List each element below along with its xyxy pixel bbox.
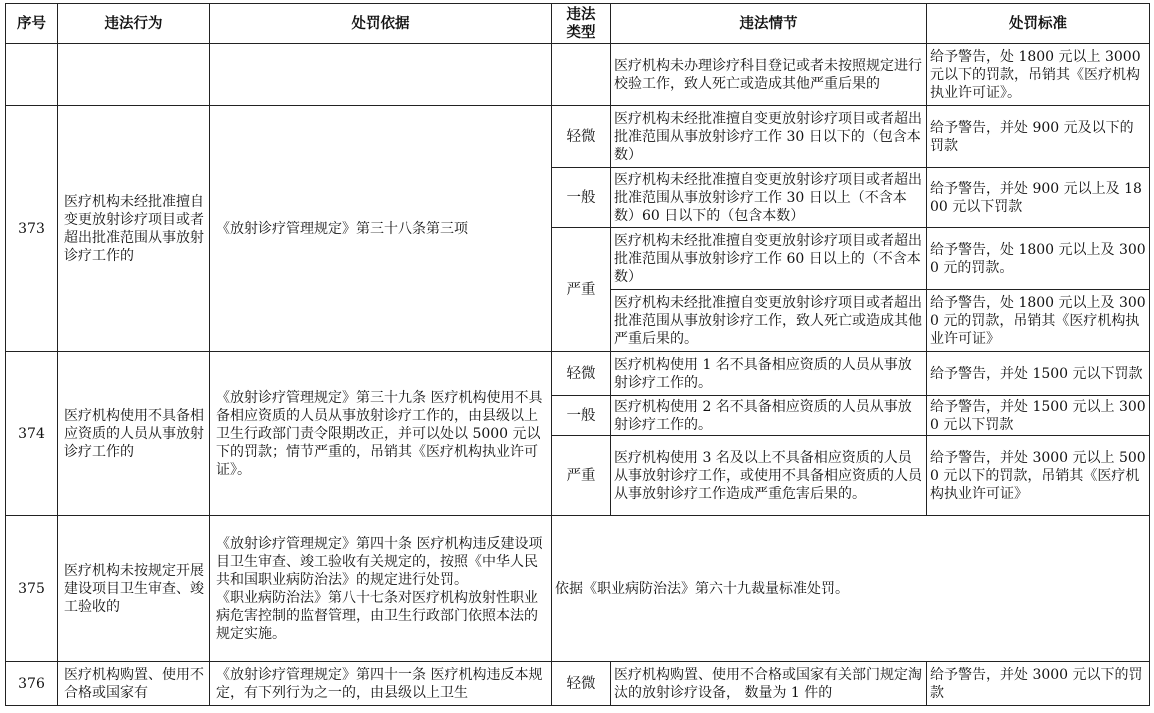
cell-standard: 给予警告，并处 3000 元以上 5000 元以下的罚款，吊销其《医疗机构执业许可证》 — [927, 436, 1150, 516]
cell-merged-standard: 依据《职业病防治法》第六十九裁量标准处罚。 — [552, 516, 1150, 662]
cell-no: 376 — [6, 662, 58, 706]
cell-act: 医疗机构使用不具备相应资质的人员从事放射诊疗工作的 — [58, 352, 210, 516]
header-basis: 处罚依据 — [210, 4, 552, 44]
table-row — [6, 44, 1150, 106]
cell-circumstance: 医疗机构未经批准擅自变更放射诊疗项目或者超出批准范围从事放射诊疗工作，致人死亡或造成其他严重后果的。 — [611, 290, 927, 352]
header-row — [6, 4, 1150, 44]
basis-paragraph: 《放射诊疗管理规定》第四十条 医疗机构违反建设项目卫生审查、竣工验收有关规定的，按照《中华人民共和国职业病防治法》的规定进行处罚。 — [216, 535, 543, 588]
penalty-table — [5, 3, 1150, 706]
cell-act: 医疗机构未按规定开展建设项目卫生审查、竣工验收的 — [58, 516, 210, 662]
cell-circumstance: 医疗机构未经批准擅自变更放射诊疗项目或者超出批准范围从事放射诊疗工作 30 日以下的（包含本数） — [611, 106, 927, 168]
table-row — [6, 662, 1150, 706]
header-standard: 处罚标准 — [927, 4, 1150, 44]
header-no: 序号 — [6, 4, 58, 44]
cell-circumstance: 医疗机构使用 1 名不具备相应资质的人员从事放射诊疗工作的。 — [611, 352, 927, 396]
cell-type: 一般 — [552, 168, 611, 228]
cell-basis: 《放射诊疗管理规定》第三十九条 医疗机构使用不具备相应资质的人员从事放射诊疗工作的，由县级以上卫生行政部门责令限期改正，并可以处以 5000 元以下的罚款；情节严重的，吊销其《医疗机构执业许可证》。 — [210, 352, 552, 516]
cell-circumstance: 医疗机构未办理诊疗科目登记或者未按照规定进行校验工作，致人死亡或造成其他严重后果的 — [611, 44, 927, 106]
cell-basis — [210, 516, 552, 662]
cell-standard: 给予警告，并处 1500 元以下罚款 — [927, 352, 1150, 396]
cell-standard: 给予警告，处 1800 元以上及 3000 元的罚款，吊销其《医疗机构执业许可证》 — [927, 290, 1150, 352]
cell-standard: 给予警告，并处 3000 元以下的罚款 — [927, 662, 1150, 706]
cell-type: 严重 — [552, 228, 611, 352]
cell-no — [6, 44, 58, 106]
cell-circumstance: 医疗机构使用 2 名不具备相应资质的人员从事放射诊疗工作的。 — [611, 396, 927, 436]
cell-no: 375 — [6, 516, 58, 662]
cell-basis: 《放射诊疗管理规定》第四十一条 医疗机构违反本规定，有下列行为之一的，由县级以上卫生 — [210, 662, 552, 706]
cell-type: 严重 — [552, 436, 611, 516]
cell-act — [58, 44, 210, 106]
cell-standard: 给予警告，并处 900 元以上及 1800 元以下罚款 — [927, 168, 1150, 228]
cell-type: 轻微 — [552, 662, 611, 706]
cell-type: 一般 — [552, 396, 611, 436]
cell-circumstance: 医疗机构购置、使用不合格或国家有关部门规定淘汰的放射诊疗设备， 数量为 1 件的 — [611, 662, 927, 706]
table-row — [6, 106, 1150, 168]
cell-standard: 给予警告，并处 900 元及以下的罚款 — [927, 106, 1150, 168]
header-type: 违法 类型 — [552, 4, 611, 44]
cell-basis — [210, 44, 552, 106]
cell-circumstance: 医疗机构未经批准擅自变更放射诊疗项目或者超出批准范围从事放射诊疗工作 30 日以上（不含本数）60 日以下的（包含本数） — [611, 168, 927, 228]
table-row — [6, 352, 1150, 396]
header-circumstance: 违法情节 — [611, 4, 927, 44]
cell-no: 374 — [6, 352, 58, 516]
cell-act: 医疗机构未经批准擅自变更放射诊疗项目或者超出批准范围从事放射诊疗工作的 — [58, 106, 210, 352]
cell-no: 373 — [6, 106, 58, 352]
basis-paragraph: 《职业病防治法》第八十七条对医疗机构放射性职业病危害控制的监督管理，由卫生行政部门依照本法的规定实施。 — [216, 589, 538, 642]
cell-type — [552, 44, 611, 106]
cell-circumstance: 医疗机构使用 3 名及以上不具备相应资质的人员从事放射诊疗工作，或使用不具备相应资质的人员从事放射诊疗工作造成严重危害后果的。 — [611, 436, 927, 516]
header-act: 违法行为 — [58, 4, 210, 44]
cell-circumstance: 医疗机构未经批准擅自变更放射诊疗项目或者超出批准范围从事放射诊疗工作 60 日以上的（不含本数） — [611, 228, 927, 290]
cell-type: 轻微 — [552, 352, 611, 396]
table-row — [6, 516, 1150, 662]
cell-act: 医疗机构购置、使用不合格或国家有 — [58, 662, 210, 706]
cell-standard: 给予警告，处 1800 元以上 3000 元以下的罚款，吊销其《医疗机构执业许可证》。 — [927, 44, 1150, 106]
cell-type: 轻微 — [552, 106, 611, 168]
cell-basis: 《放射诊疗管理规定》第三十八条第三项 — [210, 106, 552, 352]
cell-standard: 给予警告，处 1800 元以上及 3000 元的罚款。 — [927, 228, 1150, 290]
cell-standard: 给予警告，并处 1500 元以上 3000 元以下罚款 — [927, 396, 1150, 436]
